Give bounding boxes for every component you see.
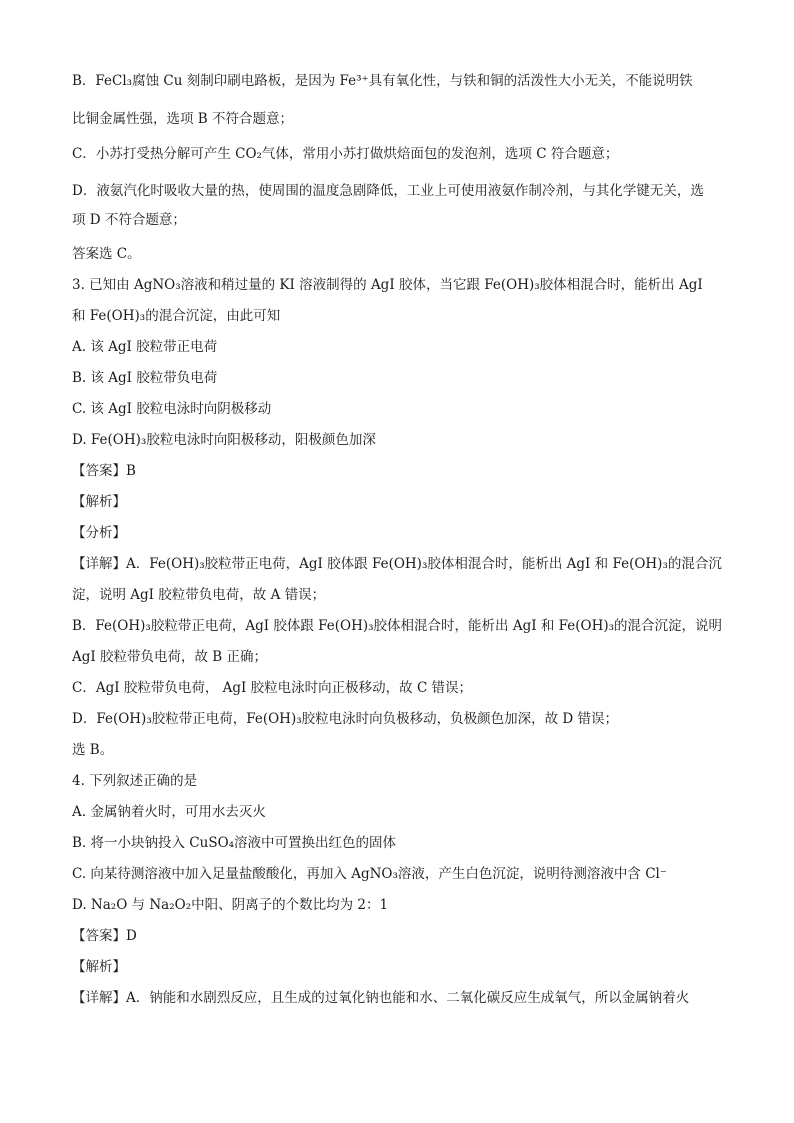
detail-line — [72, 617, 732, 635]
analysis-heading — [72, 493, 732, 511]
line-text: 选 B。 — [72, 742, 114, 758]
option-d — [72, 896, 732, 914]
line-text: B．Fe(OH)₃胶粒带正电荷，AgI 胶体跟 Fe(OH)₃胶体相混合时，能析出 AgI 和 Fe(OH)₃的混合沉淀，说明 — [72, 618, 723, 634]
line-text: 淀，说明 AgI 胶粒带负电荷，故 A 错误； — [72, 587, 326, 603]
line-text: B．FeCl₃腐蚀 Cu 刻制印刷电路板，是因为 Fe³⁺具有氧化性，与铁和铜的活泼性大小无关，不能说明铁 — [72, 73, 693, 89]
question-stem — [72, 276, 732, 294]
line-text: C．小苏打受热分解可产生 CO₂气体，常用小苏打做烘焙面包的发泡剂，选项 C 符合题意； — [72, 146, 619, 162]
line-text: 3. 已知由 AgNO₃溶液和稍过量的 KI 溶液制得的 AgI 胶体，当它跟 Fe(OH)₃胶体相混合时，能析出 AgI — [72, 277, 703, 293]
text-line — [72, 182, 732, 200]
line-text: 和 Fe(OH)₃的混合沉淀，由此可知 — [72, 308, 281, 324]
option-b — [72, 834, 732, 852]
text-line — [72, 145, 732, 163]
line-text: D．Fe(OH)₃胶粒带正电荷，Fe(OH)₃胶粒电泳时向负极移动，负极颜色加深，故 D 错误； — [72, 711, 619, 727]
line-text: 【解析】 — [72, 494, 126, 510]
line-text: C. 该 AgI 胶粒电泳时向阴极移动 — [72, 401, 272, 417]
line-text: D. Na₂O 与 Na₂O₂中阳、阴离子的个数比均为 2：1 — [72, 897, 389, 913]
line-text: D．液氨汽化时吸收大量的热，使周围的温度急剧降低，工业上可使用液氨作制冷剂，与其化学键无关，选 — [72, 183, 704, 199]
detail-line — [72, 710, 732, 728]
line-text: A. 该 AgI 胶粒带正电荷 — [72, 339, 218, 355]
answer-line — [72, 462, 732, 480]
line-text: 答案选 C。 — [72, 246, 141, 262]
line-text: 【详解】A．钠能和水剧烈反应，且生成的过氧化钠也能和水、二氧化碳反应生成氧气，所以金属钠着火 — [72, 990, 690, 1006]
line-text: 【解析】 — [72, 959, 126, 975]
option-d — [72, 431, 732, 449]
line-text: A. 金属钠着火时，可用水去灭火 — [72, 804, 266, 820]
line-text: 4. 下列叙述正确的是 — [72, 773, 198, 789]
text-line — [72, 741, 732, 759]
line-text: C. 向某待测溶液中加入足量盐酸酸化，再加入 AgNO₃溶液，产生白色沉淀，说明待测溶液中含 Cl⁻ — [72, 866, 667, 882]
line-text: C．AgI 胶粒带负电荷， AgI 胶粒电泳时向正极移动，故 C 错误； — [72, 680, 473, 696]
line-text: B. 将一小块钠投入 CuSO₄溶液中可置换出红色的固体 — [72, 835, 397, 851]
analysis-heading — [72, 958, 732, 976]
detail-line — [72, 989, 732, 1007]
question-stem — [72, 772, 732, 790]
text-line — [72, 211, 732, 229]
detail-line — [72, 679, 732, 697]
line-text: B. 该 AgI 胶粒带负电荷 — [72, 370, 218, 386]
detail-line — [72, 586, 732, 604]
analysis-subheading — [72, 524, 732, 542]
line-text: 【详解】A．Fe(OH)₃胶粒带正电荷，AgI 胶体跟 Fe(OH)₃胶体相混合时，能析出 AgI 和 Fe(OH)₃的混合沉 — [72, 556, 722, 572]
text-line — [72, 245, 732, 263]
line-text: 项 D 不符合题意； — [72, 212, 186, 228]
detail-line — [72, 648, 732, 666]
question-stem — [72, 307, 732, 325]
answer-line — [72, 927, 732, 945]
line-text: 【答案】B — [72, 463, 136, 479]
option-b — [72, 369, 732, 387]
option-c — [72, 400, 732, 418]
line-text: 【分析】 — [72, 525, 126, 541]
line-text: AgI 胶粒带负电荷，故 B 正确； — [72, 649, 268, 665]
line-text: 【答案】D — [72, 928, 137, 944]
detail-line — [72, 555, 732, 573]
option-c — [72, 865, 732, 883]
line-text: D. Fe(OH)₃胶粒电泳时向阳极移动，阳极颜色加深 — [72, 432, 376, 448]
text-line — [72, 110, 732, 128]
text-line — [72, 72, 732, 90]
option-a — [72, 803, 732, 821]
option-a — [72, 338, 732, 356]
line-text: 比铜金属性强，选项 B 不符合题意； — [72, 111, 294, 127]
